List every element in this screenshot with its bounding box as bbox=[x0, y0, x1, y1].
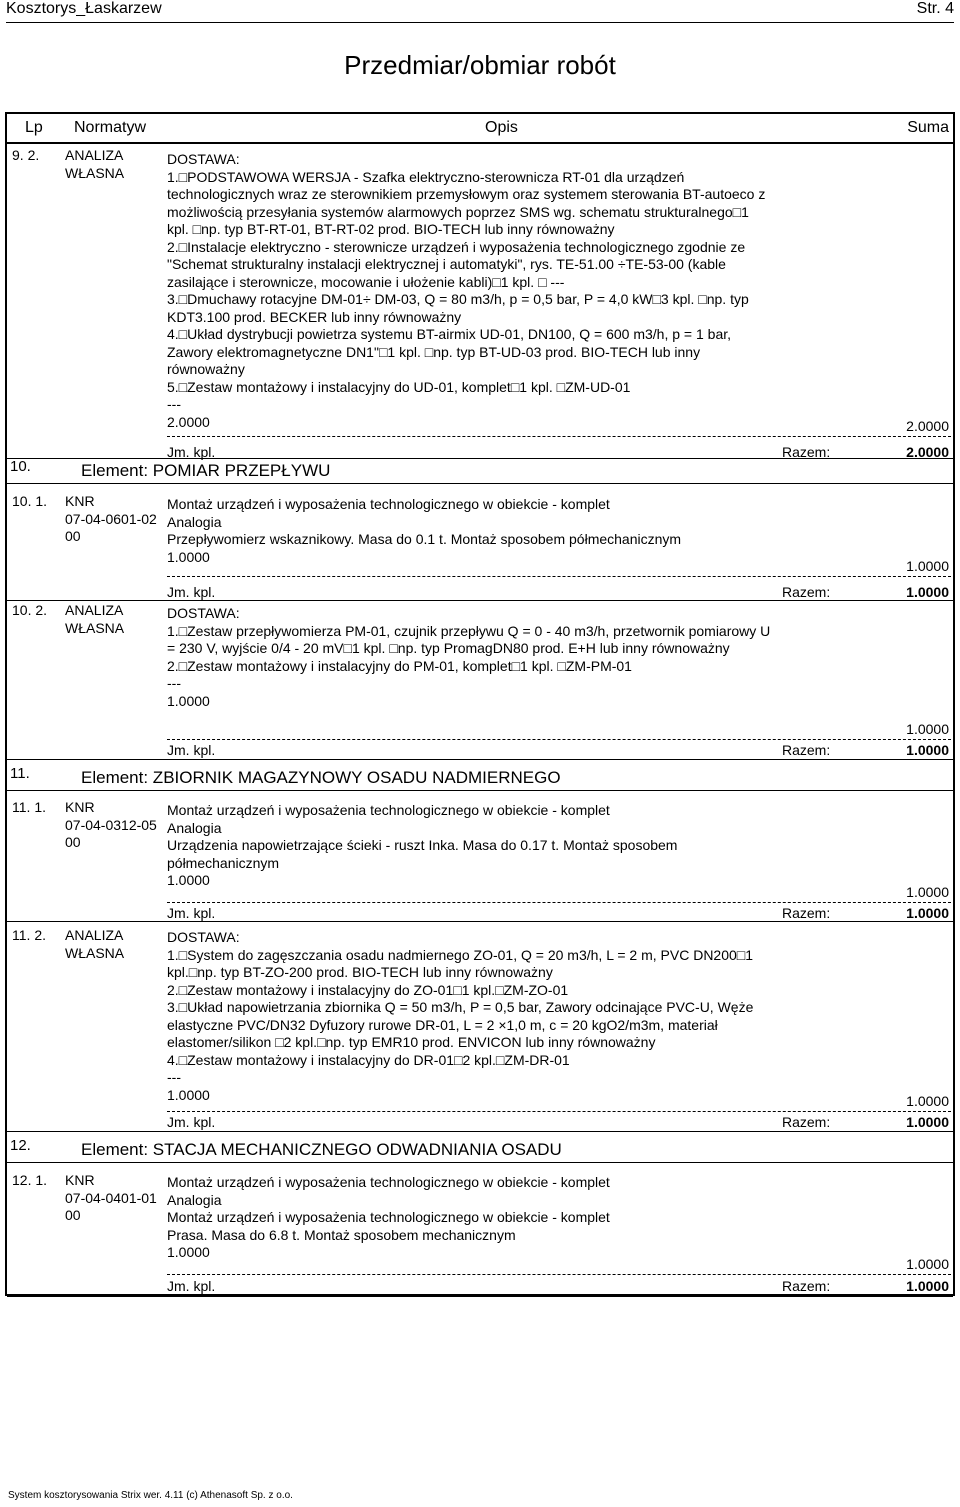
description-line: = 230 V, wyjście 0/4 - 20 mV□1 kpl. □np. typ PromagDN80 prod. E+H lub inny równoważny bbox=[167, 640, 730, 656]
document-name: Kosztorys_Łaskarzew bbox=[6, 0, 162, 17]
razem-label: Razem: bbox=[782, 905, 831, 921]
element-number: 11. bbox=[10, 765, 30, 782]
description-line: 4.□Zestaw montażowy i instalacyjny do DR-01□2 kpl.□ZM-DR-01 bbox=[167, 1051, 570, 1068]
row-normatyw: 00 bbox=[65, 528, 81, 544]
row-normatyw: WŁASNA bbox=[65, 619, 125, 636]
description-line: Analogia bbox=[167, 819, 222, 836]
unit-label: Jm. kpl. bbox=[167, 584, 216, 600]
razem-label: Razem: bbox=[782, 584, 831, 600]
description-line: możliwością przesyłania systemów alarmowych poprzez SMS wg. schematu strukturalnego□1 bbox=[167, 203, 749, 220]
razem-label: Razem: bbox=[782, 1278, 831, 1294]
description-line: 4.□Układ dystrybucji powietrza systemu BT-airmix UD-01, DN100, Q = 600 m3/h, p = 1 bar, bbox=[167, 326, 732, 342]
row-sum: 1.0000 bbox=[906, 1256, 949, 1272]
row-lp: 10. 1. bbox=[12, 493, 48, 509]
description-line: 1.0000 bbox=[167, 872, 210, 888]
description-line: 2.□Zestaw montażowy i instalacyjny do ZO-01□1 kpl.□ZM-ZO-01 bbox=[167, 981, 569, 998]
description-line: Montaż urządzeń i wyposażenia technologicznego w obiekcie - komplet bbox=[167, 802, 610, 818]
razem-value: 1.0000 bbox=[906, 742, 949, 758]
description-line: 3.□Układ napowietrzania zbiornika Q = 50 m3/h, P = 0,5 bar, Zawory odcinające PVC-U, Węże bbox=[167, 999, 754, 1015]
row-normatyw: KNR bbox=[65, 799, 95, 815]
description-line: kpl.□np. typ BT-ZO-200 prod. BIO-TECH lub inny równoważny bbox=[167, 964, 553, 980]
row-normatyw: ANALIZA bbox=[65, 147, 124, 163]
row-separator bbox=[7, 458, 953, 459]
cost-table bbox=[5, 112, 955, 1296]
description-line: 1.0000 bbox=[167, 1086, 210, 1103]
element-number: 12. bbox=[10, 1137, 31, 1154]
row-normatyw: ANALIZA bbox=[65, 602, 124, 618]
description-line: DOSTAWA: bbox=[167, 605, 240, 621]
dashed-separator bbox=[167, 576, 951, 577]
page-number: Str. 4 bbox=[916, 0, 954, 17]
row-normatyw: KNR bbox=[65, 1172, 95, 1188]
row-separator bbox=[7, 1296, 953, 1297]
row-normatyw: KNR bbox=[65, 493, 95, 509]
row-sum: 2.0000 bbox=[906, 418, 949, 434]
row-lp: 11. 2. bbox=[12, 927, 46, 943]
dashed-separator bbox=[167, 902, 951, 903]
description-line: półmechanicznym bbox=[167, 854, 280, 871]
razem-label: Razem: bbox=[782, 444, 831, 460]
description-line: 1.□PODSTAWOWA WERSJA - Szafka elektryczno-sterownicza RT-01 dla urządzeń bbox=[167, 168, 685, 185]
row-normatyw: 07-04-0312-05 bbox=[65, 816, 157, 833]
row-sum: 1.0000 bbox=[906, 721, 949, 737]
page-title: Przedmiar/obmiar robót bbox=[344, 50, 616, 80]
col-opis: Opis bbox=[485, 119, 518, 136]
unit-label: Jm. kpl. bbox=[167, 1114, 216, 1130]
description-line: Przepływomierz wskaznikowy. Masa do 0.1 t. Montaż sposobem półmechanicznym bbox=[167, 531, 682, 547]
description-line: elastomer/silikon □2 kpl.□np. typ EMR10 prod. ENVICON lub inny równoważny bbox=[167, 1034, 656, 1050]
description-line: KDT3.100 prod. BECKER lub inny równoważny bbox=[167, 308, 462, 325]
description-line: 3.□Dmuchawy rotacyjne DM-01÷ DM-03, Q = 80 m3/h, p = 0,5 bar, P = 4,0 kW□3 kpl. □np. typ bbox=[167, 291, 749, 307]
dashed-separator bbox=[167, 436, 951, 437]
description-line: Urządzenia napowietrzające ścieki - ruszt Inka. Masa do 0.17 t. Montaż sposobem bbox=[167, 837, 678, 853]
razem-value: 1.0000 bbox=[906, 584, 949, 600]
row-sum: 1.0000 bbox=[906, 1093, 949, 1109]
description-line: Prasa. Masa do 6.8 t. Montaż sposobem mechanicznym bbox=[167, 1226, 516, 1243]
element-title: Element: ZBIORNIK MAGAZYNOWY OSADU NADMIERNEGO bbox=[81, 768, 561, 787]
description-line: 1.0000 bbox=[167, 1244, 210, 1260]
razem-label: Razem: bbox=[782, 1114, 831, 1130]
row-separator bbox=[7, 1131, 953, 1132]
row-lp: 9. 2. bbox=[12, 147, 40, 163]
description-line: 2.□Zestaw montażowy i instalacyjny do PM-01, komplet□1 kpl. □ZM-PM-01 bbox=[167, 657, 632, 674]
unit-label: Jm. kpl. bbox=[167, 444, 216, 460]
element-separator bbox=[7, 1162, 953, 1163]
description-line: DOSTAWA: bbox=[167, 151, 240, 167]
element-title: Element: POMIAR PRZEPŁYWU bbox=[81, 461, 331, 480]
row-separator bbox=[7, 921, 953, 922]
row-normatyw: WŁASNA bbox=[65, 164, 125, 181]
col-suma: Suma bbox=[907, 119, 949, 136]
row-sum: 1.0000 bbox=[906, 558, 949, 574]
description-line: Montaż urządzeń i wyposażenia technologicznego w obiekcie - komplet bbox=[167, 1174, 610, 1190]
row-normatyw: ANALIZA bbox=[65, 927, 124, 943]
description-line: Analogia bbox=[167, 1191, 222, 1208]
description-line: elastyczne PVC/DN32 Dyfuzory rurowe DR-01, L = 2 ×1,0 m, c = 20 kgO2/m3m, materiał bbox=[167, 1016, 718, 1033]
description-line: --- bbox=[167, 1069, 181, 1085]
element-number: 10. bbox=[10, 458, 31, 475]
description-line: 1.0000 bbox=[167, 692, 210, 709]
description-line: 5.□Zestaw montażowy i instalacyjny do UD-01, komplet□1 kpl. □ZM-UD-01 bbox=[167, 378, 631, 395]
description-line: równoważny bbox=[167, 361, 245, 377]
razem-label: Razem: bbox=[782, 742, 831, 758]
row-normatyw: 07-04-0401-01 bbox=[65, 1189, 157, 1206]
col-lp: Lp bbox=[25, 119, 43, 136]
footer: System kosztorysowania Strix wer. 4.11 (c) Athenasoft Sp. z o.o. bbox=[8, 1490, 293, 1501]
row-separator bbox=[7, 759, 953, 760]
row-sum: 1.0000 bbox=[906, 884, 949, 900]
razem-value: 1.0000 bbox=[906, 1114, 949, 1130]
unit-label: Jm. kpl. bbox=[167, 905, 216, 921]
page-header bbox=[6, 0, 954, 23]
unit-label: Jm. kpl. bbox=[167, 742, 216, 758]
row-lp: 10. 2. bbox=[12, 602, 48, 618]
razem-value: 1.0000 bbox=[906, 905, 949, 921]
row-separator bbox=[7, 600, 953, 601]
description-line: --- bbox=[167, 396, 181, 412]
row-normatyw: WŁASNA bbox=[65, 944, 125, 961]
row-lp: 11. 1. bbox=[12, 799, 46, 815]
description-line: Zawory elektromagnetyczne DN1"□1 kpl. □np. typ BT-UD-03 prod. BIO-TECH lub inny bbox=[167, 343, 701, 360]
description-line: 2.0000 bbox=[167, 413, 210, 430]
description-line: --- bbox=[167, 675, 181, 691]
description-line: 1.□System do zagęszczania osadu nadmiernego ZO-01, Q = 20 m3/h, L = 2 m, PVC DN200□1 bbox=[167, 946, 754, 963]
description-line: zasilające i sterownicze, mocowanie i ułożenie kabli)□1 kpl. □ --- bbox=[167, 273, 565, 290]
description-line: Montaż urządzeń i wyposażenia technologicznego w obiekcie - komplet bbox=[167, 496, 610, 512]
element-title: Element: STACJA MECHANICZNEGO ODWADNIANIA OSADU bbox=[81, 1140, 562, 1159]
description-line: 2.□Instalacje elektryczno - sterownicze urządzeń i wyposażenia technologicznego zgodnie ze bbox=[167, 238, 746, 255]
description-line: Montaż urządzeń i wyposażenia technologicznego w obiekcie - komplet bbox=[167, 1209, 610, 1225]
dashed-separator bbox=[167, 1111, 951, 1112]
element-separator bbox=[7, 483, 953, 484]
description-line: Analogia bbox=[167, 513, 222, 530]
row-lp: 12. 1. bbox=[12, 1172, 48, 1188]
razem-value: 2.0000 bbox=[906, 444, 949, 460]
description-line: 1.□Zestaw przepływomierza PM-01, czujnik przepływu Q = 0 - 40 m3/h, przetwornik pomiarowy U bbox=[167, 622, 771, 639]
element-separator bbox=[7, 790, 953, 791]
razem-value: 1.0000 bbox=[906, 1278, 949, 1294]
row-normatyw: 00 bbox=[65, 1207, 81, 1223]
row-normatyw: 07-04-0601-02 bbox=[65, 510, 157, 527]
description-line: kpl. □np. typ BT-RT-01, BT-RT-02 prod. BIO-TECH lub inny równoważny bbox=[167, 221, 615, 237]
col-normatyw: Normatyw bbox=[74, 119, 147, 136]
description-line: DOSTAWA: bbox=[167, 929, 240, 945]
unit-label: Jm. kpl. bbox=[167, 1278, 216, 1294]
table-header bbox=[7, 114, 953, 144]
row-normatyw: 00 bbox=[65, 834, 81, 850]
dashed-separator bbox=[167, 739, 951, 740]
description-line: 1.0000 bbox=[167, 548, 210, 565]
description-line: technologicznych wraz ze sterownikiem przemysłowym oraz systemem sterowania BT-autoeco z bbox=[167, 186, 766, 202]
description-line: "Schemat strukturalny instalacji elektrycznej i automatyki", rys. TE-51.00 ÷TE-53-00 (kable bbox=[167, 256, 726, 272]
dashed-separator bbox=[167, 1274, 951, 1275]
